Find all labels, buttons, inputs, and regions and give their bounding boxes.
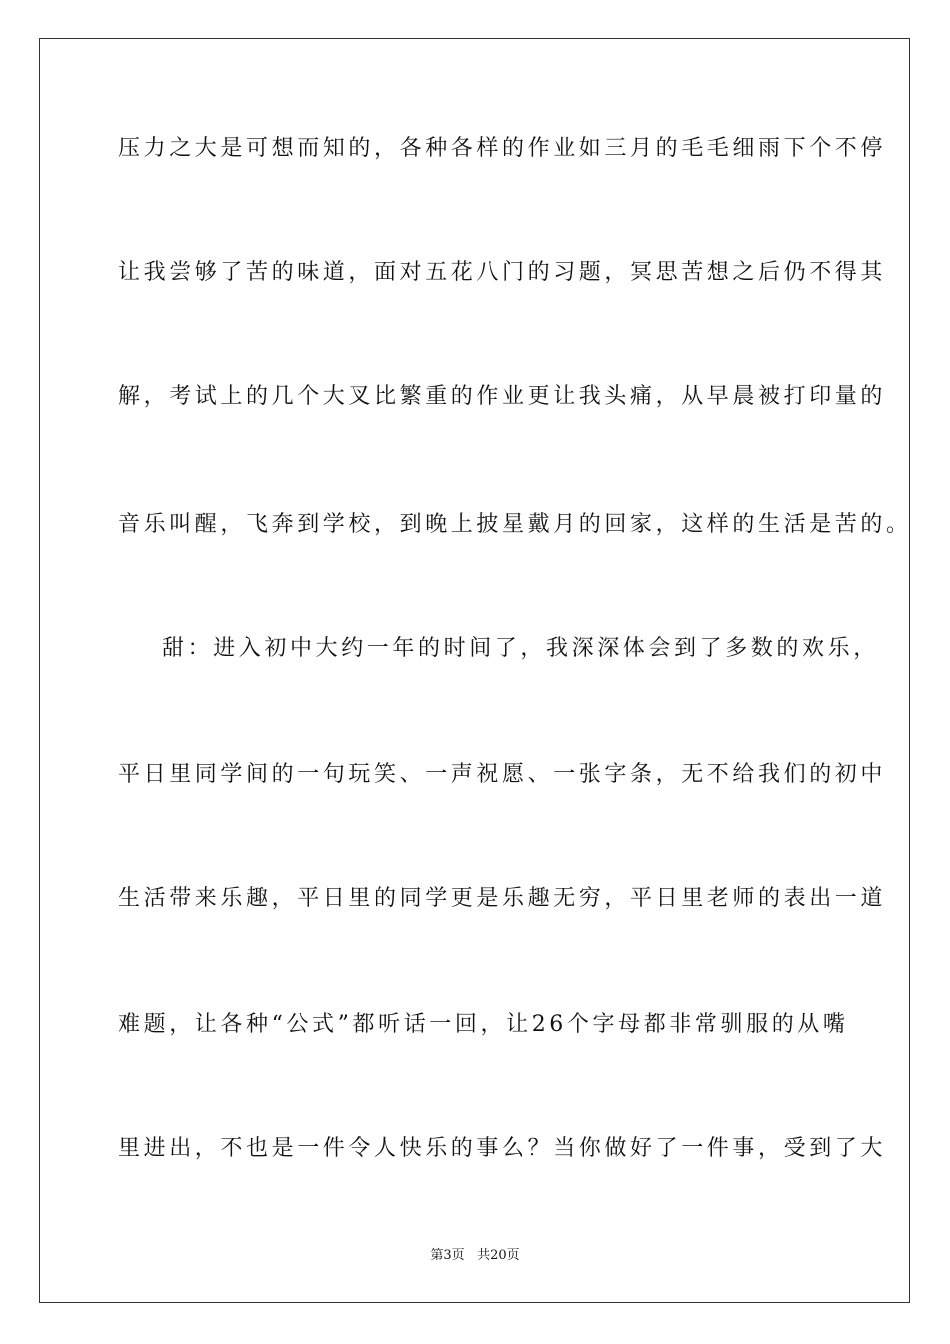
text-line: 里进出，不也是一件令人快乐的事么？当你做好了一件事，受到了大	[118, 1136, 887, 1161]
text-line-indented: 甜：进入初中大约一年的时间了，我深深体会到了多数的欢乐，	[162, 636, 879, 661]
text-line: 难题，让各种“公式”都听话一回，让26个字母都非常驯服的从嘴	[118, 1012, 849, 1037]
text-line: 解，考试上的几个大叉比繁重的作业更让我头痛，从早晨被打印量的	[118, 384, 887, 409]
page-number: 第3页	[430, 1248, 465, 1263]
page-total: 共20页	[477, 1248, 520, 1263]
text-line: 音乐叫醒，飞奔到学校，到晚上披星戴月的回家，这样的生活是苦的。	[118, 512, 912, 537]
page-footer	[0, 1247, 950, 1265]
text-line: 压力之大是可想而知的，各种各样的作业如三月的毛毛细雨下个不停	[118, 136, 887, 161]
text-line: 生活带来乐趣，平日里的同学更是乐趣无穷，平日里老师的表出一道	[118, 886, 887, 911]
text-line: 让我尝够了苦的味道，面对五花八门的习题，冥思苦想之后仍不得其	[118, 260, 887, 285]
text-line: 平日里同学间的一句玩笑、一声祝愿、一张字条，无不给我们的初中	[118, 762, 887, 787]
